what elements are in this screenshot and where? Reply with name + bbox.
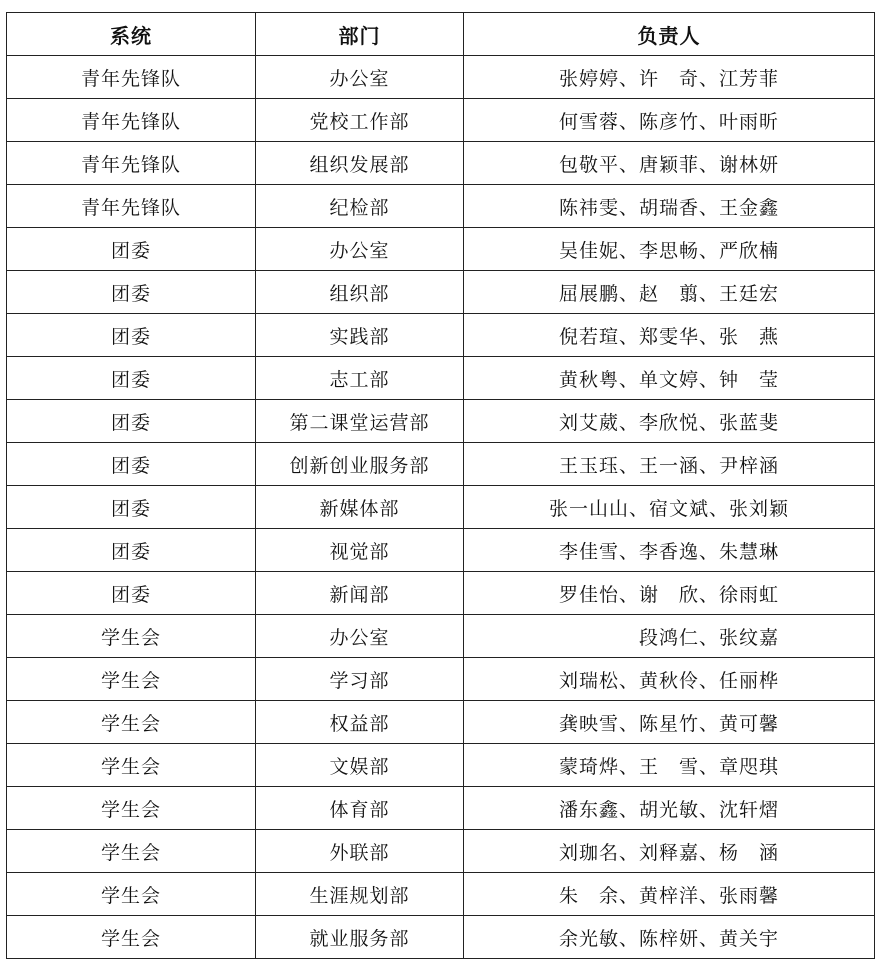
system-cell: 学生会 (7, 873, 256, 916)
table-row (7, 830, 875, 873)
table-row (7, 486, 875, 529)
table-header (7, 13, 875, 56)
system-cell: 学生会 (7, 830, 256, 873)
department-cell: 志工部 (256, 357, 464, 400)
system-cell: 学生会 (7, 916, 256, 959)
system-cell: 团委 (7, 443, 256, 486)
department-cell: 办公室 (256, 228, 464, 271)
table-row (7, 572, 875, 615)
table-row (7, 185, 875, 228)
leaders-cell: 段鸿仁、张纹嘉 (464, 615, 875, 658)
table-body (7, 56, 875, 959)
header-leaders: 负责人 (464, 13, 875, 56)
department-cell: 视觉部 (256, 529, 464, 572)
leaders-cell: 吴佳妮、李思畅、严欣楠 (464, 228, 875, 271)
system-cell: 团委 (7, 357, 256, 400)
department-cell: 新闻部 (256, 572, 464, 615)
table-row (7, 142, 875, 185)
system-cell: 学生会 (7, 615, 256, 658)
header-row (7, 13, 875, 56)
table-row (7, 400, 875, 443)
department-cell: 党校工作部 (256, 99, 464, 142)
leaders-cell: 王玉珏、王一涵、尹梓涵 (464, 443, 875, 486)
table-row (7, 658, 875, 701)
table-row (7, 357, 875, 400)
system-cell: 团委 (7, 529, 256, 572)
department-cell: 学习部 (256, 658, 464, 701)
system-cell: 学生会 (7, 701, 256, 744)
system-cell: 团委 (7, 271, 256, 314)
leaders-cell: 屈展鹏、赵 翦、王廷宏 (464, 271, 875, 314)
leaders-cell: 余光敏、陈梓妍、黄关宇 (464, 916, 875, 959)
table-row (7, 615, 875, 658)
department-cell: 组织部 (256, 271, 464, 314)
roster-table (6, 12, 875, 959)
leaders-cell: 蒙琦烨、王 雪、章咫琪 (464, 744, 875, 787)
leaders-cell: 倪若瑄、郑雯华、张 燕 (464, 314, 875, 357)
leaders-cell: 李佳雪、李香逸、朱慧琳 (464, 529, 875, 572)
system-cell: 团委 (7, 400, 256, 443)
table-row (7, 271, 875, 314)
leaders-cell: 罗佳怡、谢 欣、徐雨虹 (464, 572, 875, 615)
system-cell: 学生会 (7, 658, 256, 701)
leaders-cell: 潘东鑫、胡光敏、沈轩熠 (464, 787, 875, 830)
system-cell: 青年先锋队 (7, 56, 256, 99)
header-system: 系统 (7, 13, 256, 56)
table-row (7, 228, 875, 271)
table-row (7, 56, 875, 99)
header-department: 部门 (256, 13, 464, 56)
department-cell: 创新创业服务部 (256, 443, 464, 486)
leaders-cell: 朱 余、黄梓洋、张雨馨 (464, 873, 875, 916)
system-cell: 青年先锋队 (7, 99, 256, 142)
table-row (7, 99, 875, 142)
system-cell: 团委 (7, 314, 256, 357)
department-cell: 权益部 (256, 701, 464, 744)
table-row (7, 787, 875, 830)
table-row (7, 529, 875, 572)
department-cell: 办公室 (256, 615, 464, 658)
department-cell: 办公室 (256, 56, 464, 99)
leaders-cell: 陈祎雯、胡瑞香、王金鑫 (464, 185, 875, 228)
department-cell: 组织发展部 (256, 142, 464, 185)
table-row (7, 744, 875, 787)
system-cell: 团委 (7, 486, 256, 529)
table-row (7, 443, 875, 486)
leaders-cell: 张一山山、宿文斌、张刘颖 (464, 486, 875, 529)
department-cell: 外联部 (256, 830, 464, 873)
department-cell: 文娱部 (256, 744, 464, 787)
system-cell: 学生会 (7, 787, 256, 830)
system-cell: 团委 (7, 572, 256, 615)
department-cell: 第二课堂运营部 (256, 400, 464, 443)
leaders-cell: 刘珈名、刘释嘉、杨 涵 (464, 830, 875, 873)
system-cell: 学生会 (7, 744, 256, 787)
system-cell: 团委 (7, 228, 256, 271)
table-row (7, 314, 875, 357)
department-cell: 纪检部 (256, 185, 464, 228)
department-cell: 新媒体部 (256, 486, 464, 529)
department-cell: 实践部 (256, 314, 464, 357)
department-cell: 就业服务部 (256, 916, 464, 959)
table-row (7, 701, 875, 744)
system-cell: 青年先锋队 (7, 142, 256, 185)
leaders-cell: 何雪蓉、陈彦竹、叶雨昕 (464, 99, 875, 142)
leaders-cell: 张婷婷、许 奇、江芳菲 (464, 56, 875, 99)
system-cell: 青年先锋队 (7, 185, 256, 228)
table-row (7, 916, 875, 959)
table-row (7, 873, 875, 916)
department-cell: 体育部 (256, 787, 464, 830)
leaders-cell: 龚映雪、陈星竹、黄可馨 (464, 701, 875, 744)
leaders-cell: 黄秋粤、单文婷、钟 莹 (464, 357, 875, 400)
leaders-cell: 包敬平、唐颖菲、谢林妍 (464, 142, 875, 185)
leaders-cell: 刘瑞松、黄秋伶、任丽桦 (464, 658, 875, 701)
leaders-cell: 刘艾葳、李欣悦、张蓝斐 (464, 400, 875, 443)
department-cell: 生涯规划部 (256, 873, 464, 916)
